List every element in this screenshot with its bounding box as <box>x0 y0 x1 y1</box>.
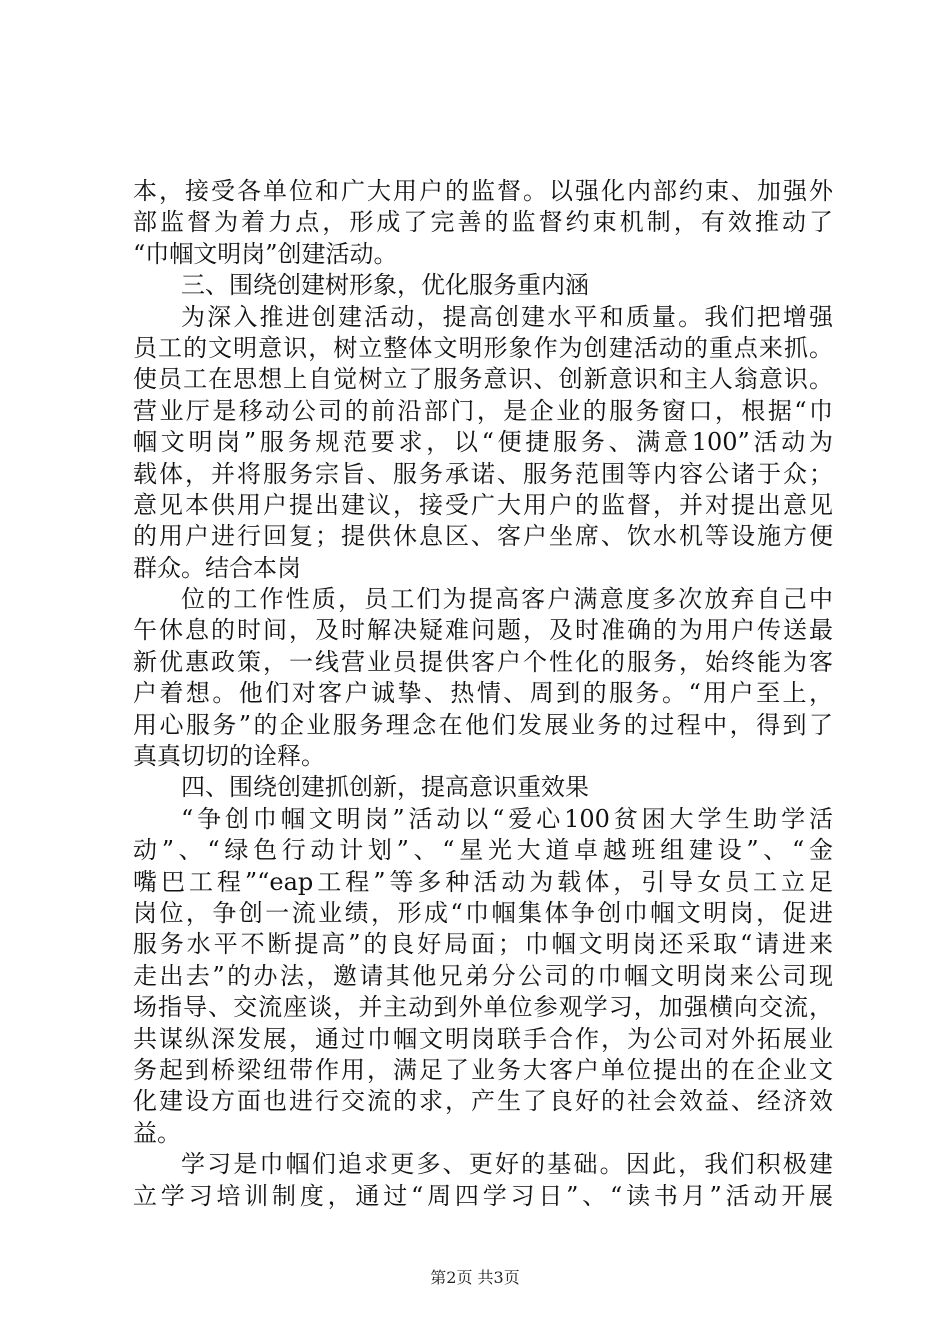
text-line: 载体，并将服务宗旨、服务承诺、服务范围等内容公诸于众； <box>133 459 833 488</box>
text-line: “巾帼文明岗”创建活动。 <box>133 239 398 268</box>
text-line: 化建设方面也进行交流的求，产生了良好的社会效益、经济效 <box>133 1087 833 1116</box>
text-line: 真真切切的诠释。 <box>133 742 325 771</box>
text-line: 本，接受各单位和广大用户的监督。以强化内部约束、加强外 <box>133 177 833 205</box>
document-body <box>133 176 833 1212</box>
text-line: 户着想。他们对客户诚挚、热情、周到的服务。“用户至上， <box>133 679 833 708</box>
text-line: 学习是巾帼们追求更多、更好的基础。因此，我们积极建 <box>181 1150 833 1179</box>
text-line: 群众。结合本岗 <box>133 553 301 582</box>
text-line: 营业厅是移动公司的前沿部门，是企业的服务窗口，根据“巾 <box>133 396 833 425</box>
text-line: 四、围绕创建抓创新，提高意识重效果 <box>181 773 589 802</box>
text-line: 意见本供用户提出建议，接受广大用户的监督，并对提出意见 <box>133 490 833 519</box>
text-line: 走出去”的办法，邀请其他兄弟分公司的巾帼文明岗来公司现 <box>133 961 833 990</box>
text-line: “争创巾帼文明岗”活动以“爱心100贫困大学生助学活 <box>181 804 833 833</box>
text-line: 为深入推进创建活动，提高创建水平和质量。我们把增强 <box>181 302 833 331</box>
text-line: 员工的文明意识，树立整体文明形象作为创建活动的重点来抓。 <box>133 333 833 362</box>
text-line: 益。 <box>133 1118 181 1147</box>
text-line: 三、围绕创建树形象，优化服务重内涵 <box>181 271 589 300</box>
text-line: 共谋纵深发展，通过巾帼文明岗联手合作，为公司对外拓展业 <box>133 1024 833 1053</box>
text-line: 岗位，争创一流业绩，形成“巾帼集体争创巾帼文明岗，促进 <box>133 898 833 927</box>
text-line: 午休息的时间，及时解决疑难问题，及时准确的为用户传送最 <box>133 616 833 645</box>
text-line: 的用户进行回复；提供休息区、客户坐席、饮水机等设施方便 <box>133 522 833 551</box>
page-number-label: 第2页 共3页 <box>430 1268 520 1287</box>
text-line: 动”、“绿色行动计划”、“星光大道卓越班组建设”、“金 <box>133 836 833 865</box>
text-line: 场指导、交流座谈，并主动到外单位参观学习，加强横向交流， <box>133 993 833 1022</box>
text-line: 使员工在思想上自觉树立了服务意识、创新意识和主人翁意识。 <box>133 365 833 394</box>
text-line: 用心服务”的企业服务理念在他们发展业务的过程中，得到了 <box>133 710 833 739</box>
text-line: 新优惠政策，一线营业员提供客户个性化的服务，始终能为客 <box>133 647 833 676</box>
page-footer <box>0 1268 950 1288</box>
text-line: 务起到桥梁纽带作用，满足了业务大客户单位提出的在企业文 <box>133 1055 833 1084</box>
text-line: 嘴巴工程”“eap工程”等多种活动为载体，引导女员工立足 <box>133 867 833 896</box>
text-line: 部监督为着力点，形成了完善的监督约束机制，有效推动了 <box>133 208 833 237</box>
text-line: 帼文明岗”服务规范要求，以“便捷服务、满意100”活动为 <box>133 428 833 457</box>
text-line: 服务水平不断提高”的良好局面；巾帼文明岗还采取“请进来 <box>133 930 833 959</box>
text-line: 立学习培训制度，通过“周四学习日”、“读书月”活动开展 <box>133 1181 833 1210</box>
text-line: 位的工作性质，员工们为提高客户满意度多次放弃自己中 <box>181 585 833 614</box>
